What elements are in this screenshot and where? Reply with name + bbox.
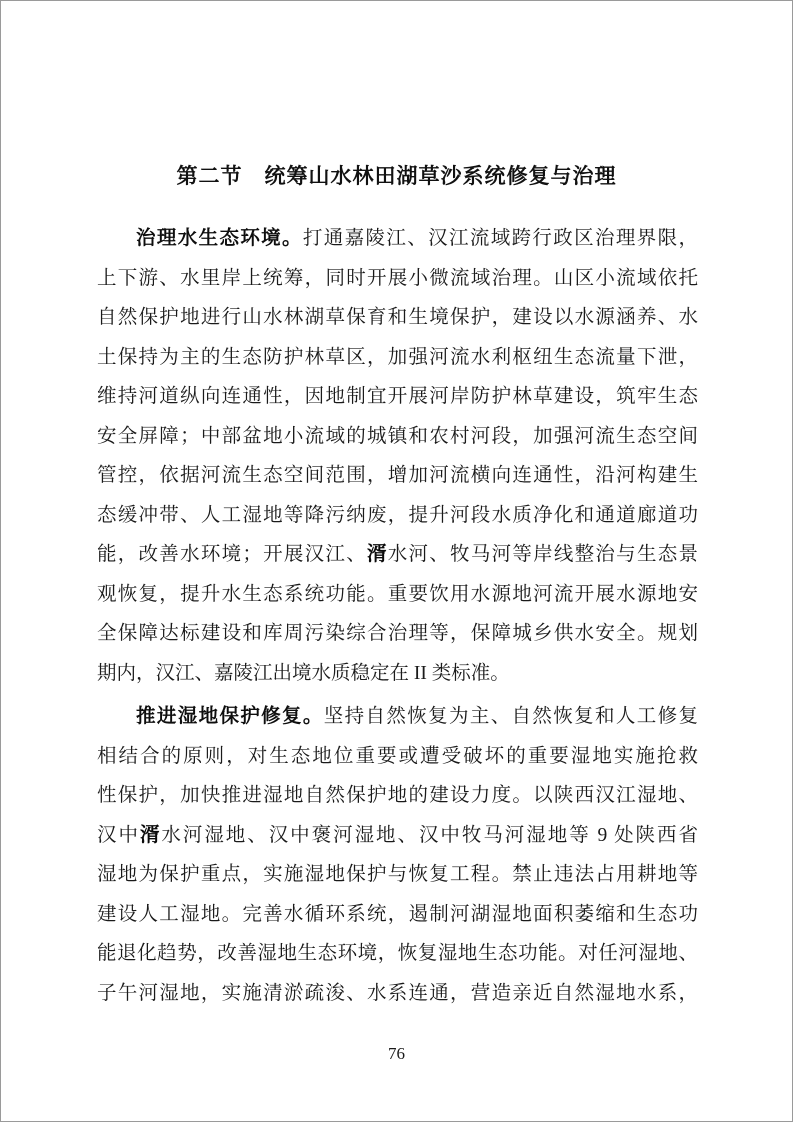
- text-line: 子午河湿地，实施清淤疏浚、水系连通，营造亲近自然湿地水系，: [97, 982, 698, 1004]
- text-line: [97, 697, 698, 737]
- text-line: 土保持为主的生态防护林草区，加强河流水利枢纽生态流量下泄，: [97, 346, 698, 368]
- text-line: 建设人工湿地。完善水循环系统，遏制河湖湿地面积萎缩和生态功: [97, 903, 698, 925]
- paragraph-lead: 治理水生态环境。: [136, 227, 303, 249]
- text-line: 安全屏障；中部盆地小流域的城镇和农村河段，加强河流生态空间: [97, 425, 698, 447]
- text-line: 观恢复，提升水生态系统功能。重要饮用水源地河流开展水源地安: [97, 583, 698, 605]
- text-line: 期内，汉江、嘉陵江出境水质稳定在 II 类标准。: [97, 662, 510, 684]
- text-line: 维持河道纵向连通性，因地制宜开展河岸防护林草建设，筑牢生态: [97, 386, 698, 407]
- paragraph-wetland: [97, 697, 698, 1013]
- text-line: 管控，依据河流生态空间范围，增加河流横向连通性，沿河构建生: [97, 465, 698, 486]
- paragraph-lead: 推进湿地保护修复。: [136, 705, 324, 727]
- text-line: 自然保护地进行山水林湖草保育和生境保护，建设以水源涵养、水: [97, 307, 698, 328]
- text-line: 汉中湑水河湿地、汉中褒河湿地、汉中牧马河湿地等 9 处陕西省: [97, 824, 698, 846]
- text-line: [97, 219, 698, 259]
- page-number: 76: [388, 1044, 405, 1063]
- text-line: 性保护，加快推进湿地自然保护地的建设力度。以陕西汉江湿地、: [97, 785, 698, 806]
- text-line: 相结合的原则，对生态地位重要或遭受破坏的重要湿地实施抢救: [97, 745, 698, 767]
- text-line: 全保障达标建设和库周污染综合治理等，保障城乡供水安全。规划: [97, 623, 698, 644]
- document-body: [97, 219, 698, 1013]
- paragraph-water-eco: [97, 219, 698, 693]
- section-title: 第二节 统筹山水林田湖草沙系统修复与治理: [176, 165, 617, 188]
- text-line: 能退化趋势，改善湿地生态环境，恢复湿地生态功能。对任河湿地、: [97, 943, 698, 964]
- line-text: 打通嘉陵江、汉江流域跨行政区治理界限，: [302, 228, 698, 249]
- text-line: 态缓冲带、人工湿地等降污纳废，提升河段水质净化和通道廊道功: [97, 504, 698, 526]
- text-line: 湿地为保护重点，实施湿地保护与恢复工程。禁止违法占用耕地等: [97, 864, 698, 885]
- text-line: 能，改善水环境；开展汉江、湑水河、牧马河等岸线整治与生态景: [97, 544, 698, 565]
- line-text: 坚持自然恢复为主、自然恢复和人工修复: [323, 706, 698, 727]
- text-line: 上下游、水里岸上统筹，同时开展小微流域治理。山区小流域依托: [97, 267, 698, 289]
